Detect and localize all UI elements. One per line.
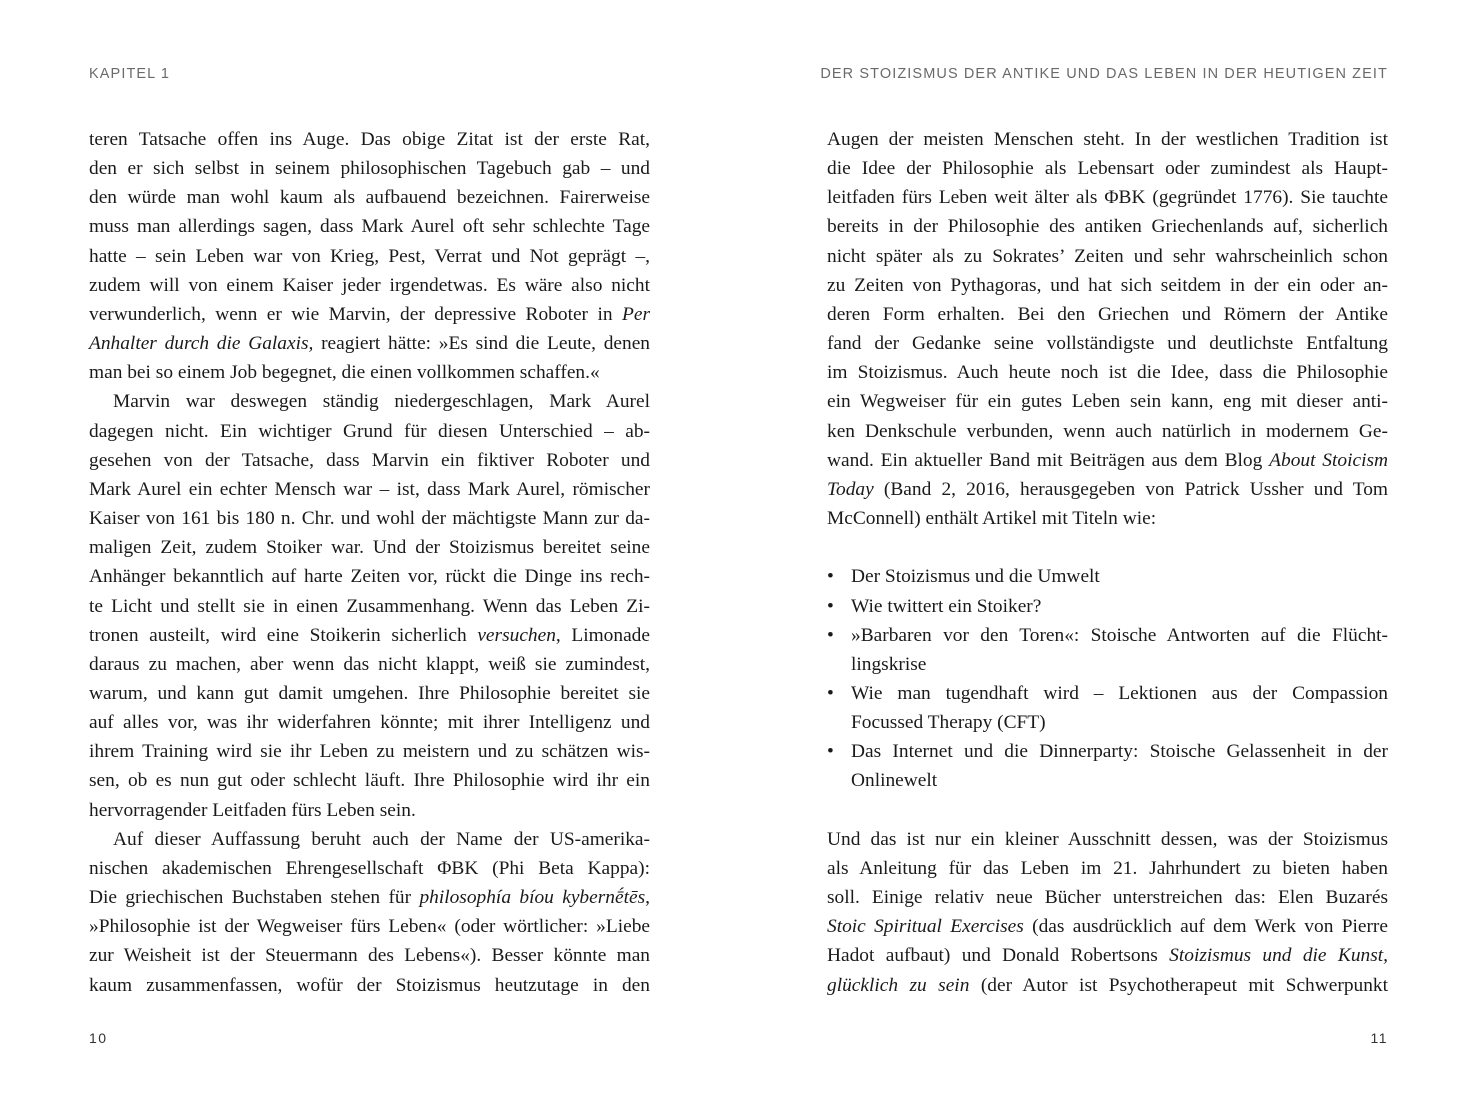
text-line xyxy=(89,242,650,271)
text-segment: McConnell) enthält Artikel mit Titeln wie: xyxy=(827,508,1157,530)
text-segment: ken Denkschule verbunden, wenn auch natürlich in modernem Ge- xyxy=(827,420,1388,442)
text-segment: nicht später als zu Sokrates’ Zeiten und sehr wahrscheinlich schon xyxy=(827,245,1388,267)
text-segment: wand. Ein aktueller Band mit Beiträgen aus dem Blog xyxy=(827,449,1270,471)
italic-title: Anhalter durch die Galaxis, xyxy=(89,333,314,355)
text-segment: , xyxy=(645,887,650,909)
bullet-icon: • xyxy=(827,595,834,617)
bullet-item-line xyxy=(827,621,1388,650)
text-line xyxy=(89,271,650,300)
text-segment: Die griechischen Buchstaben stehen für xyxy=(89,887,420,909)
text-line xyxy=(89,417,650,446)
text-segment: kaum zusammenfassen, wofür der Stoizismus heutzutage in den xyxy=(89,974,650,996)
text-segment: Und das ist nur ein kleiner Ausschnitt dessen, was der Stoizismus xyxy=(827,828,1388,850)
text-segment: als Anleitung für das Leben im 21. Jahrhundert zu bieten haben xyxy=(827,857,1388,879)
text-line xyxy=(827,941,1388,970)
bullet-icon: • xyxy=(827,624,834,646)
italic-title: philosophía bíou kybernḗtēs xyxy=(419,887,646,909)
text-line xyxy=(89,300,650,329)
text-segment: lingskrise xyxy=(851,653,927,675)
text-segment: hatte – sein Leben war von Krieg, Pest, Verrat und Not geprägt –, xyxy=(89,245,650,267)
text-line xyxy=(827,708,1388,737)
text-segment: »Philosophie ist der Wegweiser fürs Leben« (oder wörtlicher: »Liebe xyxy=(89,916,650,938)
blank-line xyxy=(827,533,1388,562)
text-segment: Wie twittert ein Stoiker? xyxy=(851,595,1042,617)
text-segment: ihrem Training wird sie ihr Leben zu meistern und zu schätzen wis- xyxy=(89,741,650,763)
bullet-icon: • xyxy=(827,741,834,763)
text-segment: zu Zeiten von Pythagoras, und hat sich seitdem in der ein oder an- xyxy=(827,274,1388,296)
text-segment: Auf dieser Auffassung beruht auch der Name der US-amerika- xyxy=(113,828,650,850)
italic-title: Stoizismus und die Kunst, xyxy=(1169,945,1388,967)
text-segment: Wie man tugendhaft wird – Lektionen aus der Compassion xyxy=(851,682,1388,704)
text-line xyxy=(827,183,1388,212)
text-line xyxy=(827,300,1388,329)
text-segment: Augen der meisten Menschen steht. In der westlichen Tradition ist xyxy=(827,129,1388,150)
text-segment: nischen akademischen Ehrengesellschaft ΦBK (Phi Beta Kappa): xyxy=(89,857,650,879)
text-line xyxy=(827,125,1388,154)
text-segment: Kaiser von 161 bis 180 n. Chr. und wohl der mächtigste Mann zur da- xyxy=(89,508,650,530)
text-segment: Marvin war deswegen ständig niedergeschlagen, Mark Aurel xyxy=(113,391,650,413)
text-line xyxy=(89,621,650,650)
text-line xyxy=(89,737,650,766)
left-page-text xyxy=(89,125,650,1000)
text-line xyxy=(827,912,1388,941)
text-line xyxy=(827,154,1388,183)
text-line xyxy=(89,592,650,621)
text-segment: (der Autor ist Psychotherapeut mit Schwerpunkt xyxy=(969,974,1388,996)
blank-line xyxy=(827,796,1388,825)
text-segment: zur Weisheit ist der Steuermann des Lebens«). Besser könnte man xyxy=(89,945,650,967)
text-segment: daraus zu machen, aber wenn das nicht klappt, weiß sie zumindest, xyxy=(89,653,650,675)
text-line xyxy=(89,533,650,562)
text-line xyxy=(827,358,1388,387)
text-line xyxy=(89,941,650,970)
text-segment: hervorragender Leitfaden fürs Leben sein. xyxy=(89,799,416,821)
text-segment: zudem will von einem Kaiser jeder irgendetwas. Es wäre also nicht xyxy=(89,274,650,296)
text-segment: sen, ob es nun gut oder schlecht läuft. Ihre Philosophie wird ihr ein xyxy=(89,770,650,792)
text-line xyxy=(89,183,650,212)
text-line xyxy=(89,387,650,416)
right-page-text xyxy=(827,125,1388,1000)
italic-title: Today xyxy=(827,478,874,500)
text-line xyxy=(89,708,650,737)
text-line xyxy=(89,854,650,883)
text-segment: , Limonade xyxy=(555,624,650,646)
bullet-item-line xyxy=(827,562,1388,591)
text-segment: fand der Gedanke seine vollständigste und deutlichste Entfaltung xyxy=(827,333,1388,355)
text-line xyxy=(89,883,650,912)
text-segment: Mark Aurel ein echter Mensch war – ist, dass Mark Aurel, römischer xyxy=(89,478,650,500)
italic-title: Stoic Spiritual Exercises xyxy=(827,916,1024,938)
text-segment: reagiert hätte: »Es sind die Leute, denen xyxy=(313,333,650,355)
text-line xyxy=(89,358,650,387)
text-segment: den er sich selbst in seinem philosophischen Tagebuch gab – und xyxy=(89,158,650,180)
text-segment: te Licht und stellt sie in einen Zusammenhang. Wenn das Leben Zi- xyxy=(89,595,650,617)
text-line xyxy=(827,387,1388,416)
text-line xyxy=(827,854,1388,883)
text-line xyxy=(89,329,650,358)
italic-title: Per xyxy=(622,303,650,325)
text-segment: muss man allerdings sagen, dass Mark Aurel oft sehr schlechte Tage xyxy=(89,216,650,238)
text-segment: Der Stoizismus und die Umwelt xyxy=(851,566,1100,588)
text-segment: Das Internet und die Dinnerparty: Stoische Gelassenheit in der xyxy=(851,741,1388,763)
text-segment: maligen Zeit, zudem Stoiker war. Und der Stoizismus bereitet seine xyxy=(89,537,650,559)
text-line xyxy=(89,766,650,795)
text-line xyxy=(89,154,650,183)
text-line xyxy=(827,475,1388,504)
text-line xyxy=(89,971,650,1000)
italic-title: About Stoicism xyxy=(1269,449,1389,471)
text-segment: Focussed Therapy (CFT) xyxy=(851,712,1046,734)
text-segment: teren Tatsache offen ins Auge. Das obige Zitat ist der erste Rat, xyxy=(89,129,650,150)
text-segment: Anhänger bekanntlich auf harte Zeiten vor, rückt die Dinge ins rech- xyxy=(89,566,650,588)
text-line xyxy=(89,504,650,533)
text-line xyxy=(827,971,1388,1000)
text-line xyxy=(89,446,650,475)
page-number-left: 10 xyxy=(89,1030,108,1046)
text-line xyxy=(827,766,1388,795)
text-segment: soll. Einige relativ neue Bücher unterstreichen das: Elen Buzarés xyxy=(827,887,1388,909)
text-segment: im Stoizismus. Auch heute noch ist die Idee, dass die Philosophie xyxy=(827,362,1388,384)
text-segment: auf alles vor, was ihr widerfahren könnte; mit ihrer Intelligenz und xyxy=(89,712,650,734)
text-line xyxy=(827,271,1388,300)
text-segment: leitfaden fürs Leben weit älter als ΦBK (gegründet 1776). Sie tauchte xyxy=(827,187,1388,209)
text-segment: dagegen nicht. Ein wichtiger Grund für diesen Unterschied – ab- xyxy=(89,420,650,442)
bullet-icon: • xyxy=(827,566,834,588)
text-line xyxy=(827,242,1388,271)
text-line xyxy=(89,796,650,825)
bullet-item-line xyxy=(827,679,1388,708)
text-line xyxy=(827,329,1388,358)
text-segment: deren Form erhalten. Bei den Griechen und Römern der Antike xyxy=(827,303,1388,325)
text-line xyxy=(89,679,650,708)
text-segment: tronen austeilt, wird eine Stoikerin sicherlich xyxy=(89,624,478,646)
text-segment: warum, und kann gut damit umgehen. Ihre Philosophie bereitet sie xyxy=(89,682,650,704)
italic-title: glücklich zu sein xyxy=(827,974,970,996)
italic-title: versuchen xyxy=(477,624,556,646)
text-line xyxy=(827,504,1388,533)
text-line xyxy=(827,883,1388,912)
text-line xyxy=(827,212,1388,241)
text-line xyxy=(89,475,650,504)
text-line xyxy=(827,417,1388,446)
text-line xyxy=(827,446,1388,475)
text-segment: man bei so einem Job begegnet, die einen vollkommen schaffen.« xyxy=(89,362,600,384)
text-line xyxy=(827,825,1388,854)
text-segment: gesehen von der Tatsache, dass Marvin ein fiktiver Roboter und xyxy=(89,449,650,471)
text-line xyxy=(89,562,650,591)
text-segment: (Band 2, 2016, herausgegeben von Patrick Ussher und Tom xyxy=(873,478,1388,500)
bullet-icon: • xyxy=(827,682,834,704)
text-segment: »Barbaren vor den Toren«: Stoische Antworten auf die Flücht- xyxy=(851,624,1388,646)
text-segment: bereits in der Philosophie des antiken Griechenlands auf, sicherlich xyxy=(827,216,1388,238)
page-number-right: 11 xyxy=(1370,1030,1388,1046)
text-line xyxy=(89,212,650,241)
text-segment: die Idee der Philosophie als Lebensart oder zumindest als Haupt- xyxy=(827,158,1388,180)
text-segment: verwunderlich, wenn er wie Marvin, der depressive Roboter in xyxy=(89,303,622,325)
text-segment: den würde man wohl kaum als aufbauend bezeichnen. Fairerweise xyxy=(89,187,650,209)
bullet-item-line xyxy=(827,592,1388,621)
text-line xyxy=(89,825,650,854)
bullet-item-line xyxy=(827,737,1388,766)
text-segment: ein Wegweiser für ein gutes Leben sein kann, eng mit dieser anti- xyxy=(827,391,1388,413)
text-line xyxy=(89,650,650,679)
text-line xyxy=(89,912,650,941)
running-header-chapter: KAPITEL 1 xyxy=(89,66,171,82)
text-segment: (das ausdrücklich auf dem Werk von Pierre xyxy=(1023,916,1388,938)
text-segment: Onlinewelt xyxy=(851,770,938,792)
running-header-title: DER STOIZISMUS DER ANTIKE UND DAS LEBEN IN DER HEUTIGEN ZEIT xyxy=(820,66,1388,82)
text-line xyxy=(827,650,1388,679)
text-segment: Hadot aufbaut) und Donald Robertsons xyxy=(827,945,1170,967)
text-line xyxy=(89,125,650,154)
